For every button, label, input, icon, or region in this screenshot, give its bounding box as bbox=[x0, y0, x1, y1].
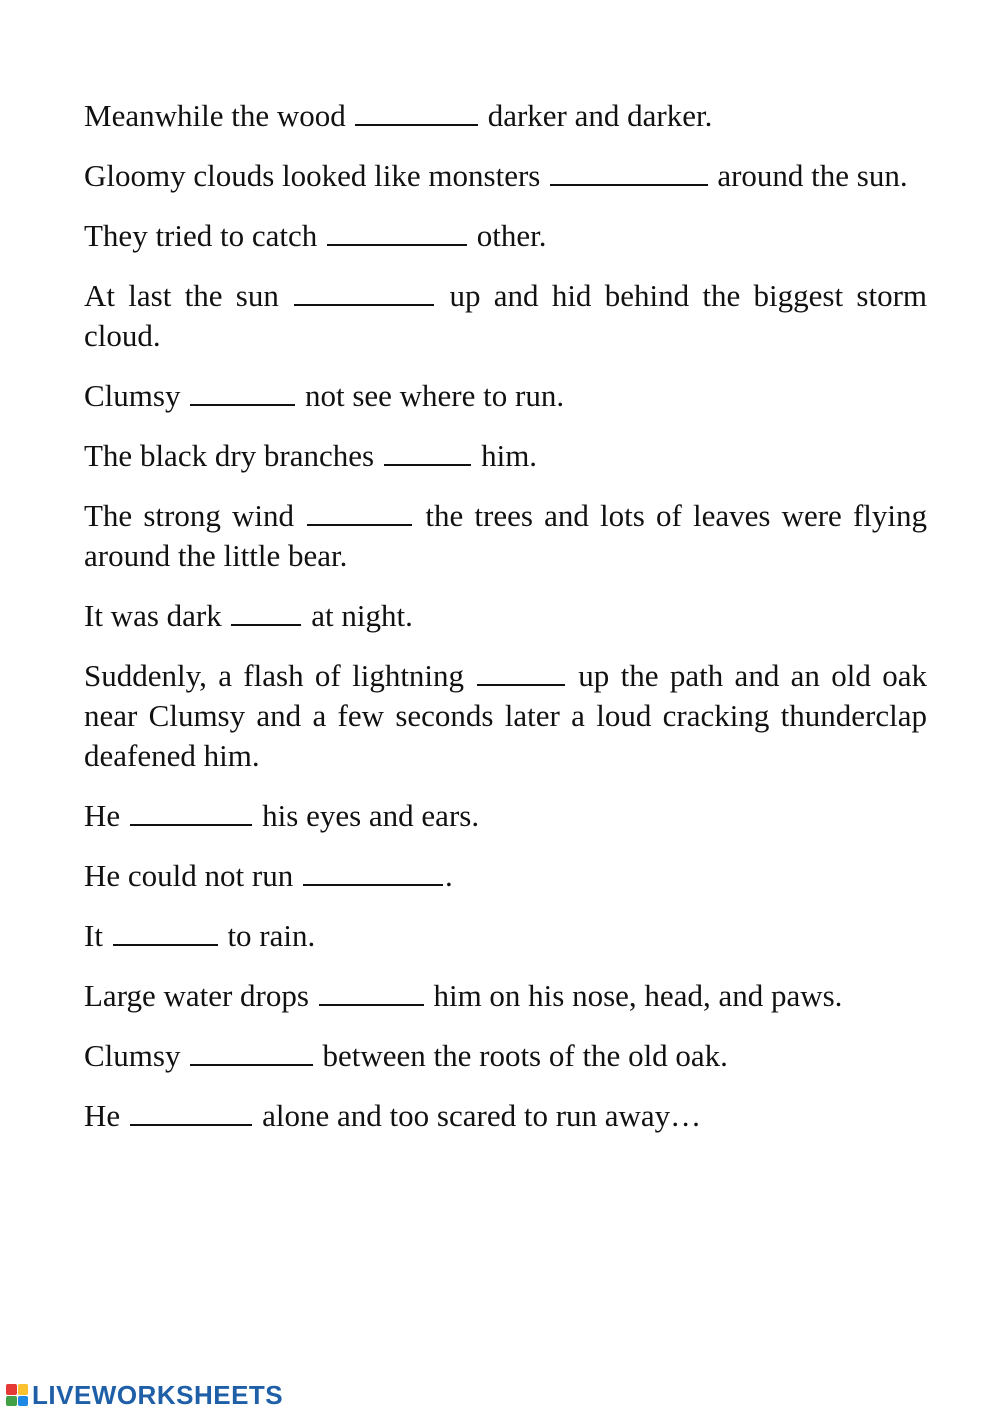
sentence-text-after: him. bbox=[481, 438, 538, 473]
sentence-text-after: other. bbox=[476, 218, 547, 253]
sentence-11 bbox=[84, 856, 927, 896]
answer-blank[interactable] bbox=[190, 378, 295, 406]
sentence-text-after: up and hid behind the biggest storm cloud. bbox=[84, 278, 928, 353]
sentence-text-before: He could not run bbox=[84, 858, 294, 893]
sentence-text-before: The strong wind bbox=[84, 498, 295, 533]
brand-footer bbox=[6, 1379, 283, 1411]
answer-blank[interactable] bbox=[113, 918, 218, 946]
worksheet-body bbox=[84, 96, 927, 1156]
sentence-text-before: Suddenly, a flash of lightning bbox=[84, 658, 465, 693]
answer-blank[interactable] bbox=[190, 1038, 313, 1066]
sentence-text-after: not see where to run. bbox=[304, 378, 565, 413]
logo-square bbox=[6, 1396, 17, 1407]
sentence-text-after: up the path and an old oak near Clumsy and a few seconds later a loud cracking thunderclap deafened him. bbox=[84, 658, 928, 773]
sentence-9 bbox=[84, 656, 927, 776]
sentence-text-after: the trees and lots of leaves were flying around the little bear. bbox=[84, 498, 928, 573]
answer-blank[interactable] bbox=[550, 158, 708, 186]
logo-square bbox=[18, 1384, 29, 1395]
answer-blank[interactable] bbox=[130, 798, 253, 826]
sentence-text-after: around the sun. bbox=[717, 158, 908, 193]
sentence-text-before: Gloomy clouds looked like monsters bbox=[84, 158, 541, 193]
sentence-text-after: . bbox=[444, 858, 453, 893]
sentence-5 bbox=[84, 376, 927, 416]
sentence-1 bbox=[84, 96, 927, 136]
answer-blank[interactable] bbox=[307, 498, 412, 526]
answer-blank[interactable] bbox=[303, 858, 443, 886]
answer-blank[interactable] bbox=[130, 1098, 253, 1126]
sentence-text-after: to rain. bbox=[227, 918, 316, 953]
sentence-text-before: It bbox=[84, 918, 103, 953]
sentence-15 bbox=[84, 1096, 927, 1136]
sentence-text-before: Clumsy bbox=[84, 1038, 181, 1073]
answer-blank[interactable] bbox=[384, 438, 472, 466]
sentence-text-before: It was dark bbox=[84, 598, 222, 633]
sentence-4 bbox=[84, 276, 927, 356]
sentence-text-after: at night. bbox=[311, 598, 413, 633]
sentence-text-before: The black dry branches bbox=[84, 438, 375, 473]
answer-blank[interactable] bbox=[355, 98, 478, 126]
logo-square bbox=[6, 1384, 17, 1395]
sentence-2 bbox=[84, 156, 927, 196]
sentence-text-before: At last the sun bbox=[84, 278, 279, 313]
sentence-text-before: Meanwhile the wood bbox=[84, 98, 346, 133]
sentence-text-before: He bbox=[84, 798, 121, 833]
answer-blank[interactable] bbox=[477, 658, 565, 686]
sentence-10 bbox=[84, 796, 927, 836]
sentence-text-after: alone and too scared to run away… bbox=[262, 1098, 702, 1133]
sentence-text-before: Clumsy bbox=[84, 378, 181, 413]
sentence-6 bbox=[84, 436, 927, 476]
sentence-12 bbox=[84, 916, 927, 956]
sentence-text-before: They tried to catch bbox=[84, 218, 318, 253]
brand-name: LIVEWORKSHEETS bbox=[32, 1379, 284, 1410]
answer-blank[interactable] bbox=[294, 278, 434, 306]
sentence-text-after: darker and darker. bbox=[487, 98, 713, 133]
logo-square bbox=[18, 1396, 29, 1407]
liveworksheets-logo-icon bbox=[6, 1384, 28, 1406]
sentence-3 bbox=[84, 216, 927, 256]
answer-blank[interactable] bbox=[231, 598, 301, 626]
sentence-text-after: his eyes and ears. bbox=[262, 798, 480, 833]
sentence-8 bbox=[84, 596, 927, 636]
sentence-text-after: between the roots of the old oak. bbox=[322, 1038, 728, 1073]
sentence-text-after: him on his nose, head, and paws. bbox=[433, 978, 843, 1013]
sentence-text-before: He bbox=[84, 1098, 121, 1133]
answer-blank[interactable] bbox=[319, 978, 424, 1006]
sentence-7 bbox=[84, 496, 927, 576]
answer-blank[interactable] bbox=[327, 218, 467, 246]
sentence-text-before: Large water drops bbox=[84, 978, 309, 1013]
sentence-14 bbox=[84, 1036, 927, 1076]
sentence-13 bbox=[84, 976, 927, 1016]
